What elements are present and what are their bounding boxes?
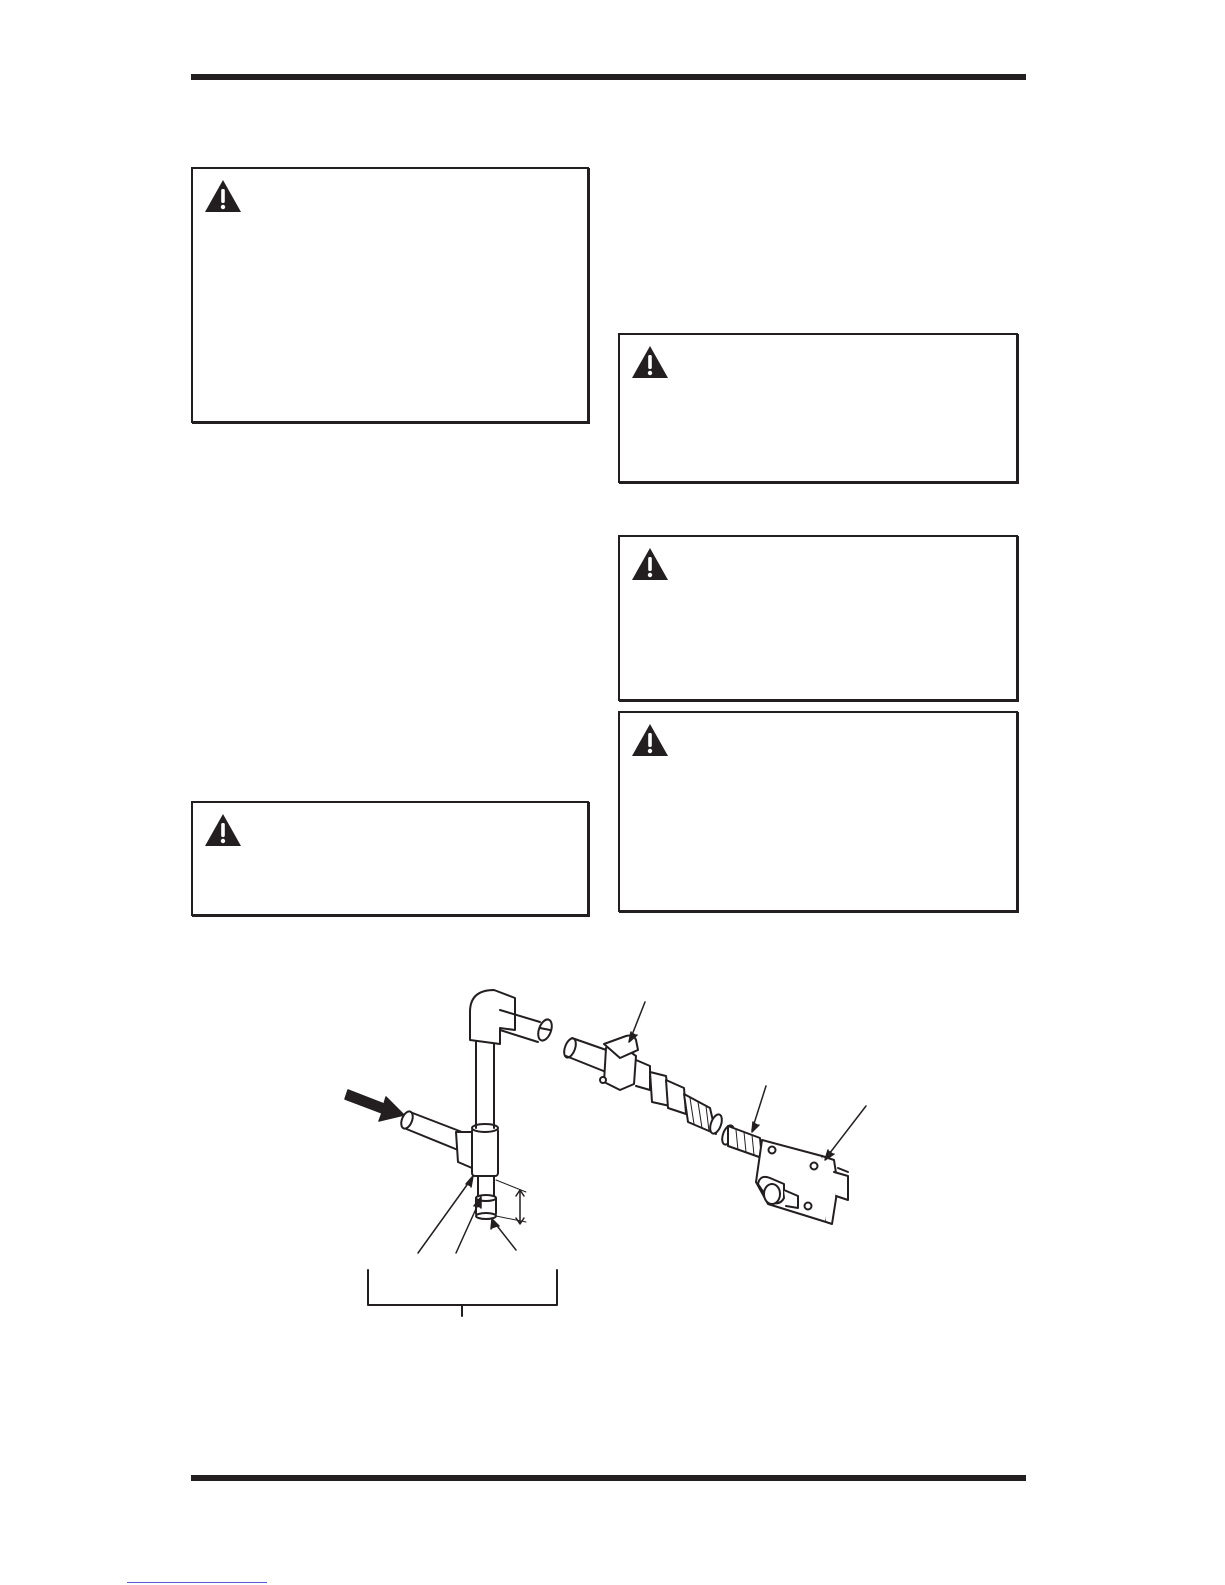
warning-box xyxy=(618,535,1018,701)
tee-fitting xyxy=(456,1124,498,1176)
sediment-trap xyxy=(476,1176,526,1224)
gas-control-valve xyxy=(756,1106,866,1224)
footer-link-underline[interactable] xyxy=(127,1582,267,1583)
warning-triangle-icon xyxy=(203,812,243,848)
flare-fitting xyxy=(650,1072,724,1135)
gas-piping-figure xyxy=(330,985,890,1330)
shutoff-valve xyxy=(562,1002,650,1090)
warning-box xyxy=(618,711,1018,912)
pipe-elbow xyxy=(470,990,554,1044)
callout-lines xyxy=(418,1176,516,1253)
inlet-pipe xyxy=(399,1110,462,1150)
warning-triangle-icon xyxy=(630,344,670,380)
warning-triangle-icon xyxy=(630,722,670,758)
warning-triangle-icon xyxy=(203,178,243,214)
header-rule xyxy=(191,74,1026,80)
warning-triangle-icon xyxy=(630,546,670,582)
supply-arrow-icon xyxy=(345,1090,404,1121)
footer-rule xyxy=(191,1475,1026,1481)
warning-box xyxy=(191,167,589,423)
warning-box xyxy=(618,333,1018,483)
flare-fitting-control xyxy=(720,1086,766,1158)
warning-box xyxy=(191,801,589,916)
bracket xyxy=(368,1270,557,1316)
